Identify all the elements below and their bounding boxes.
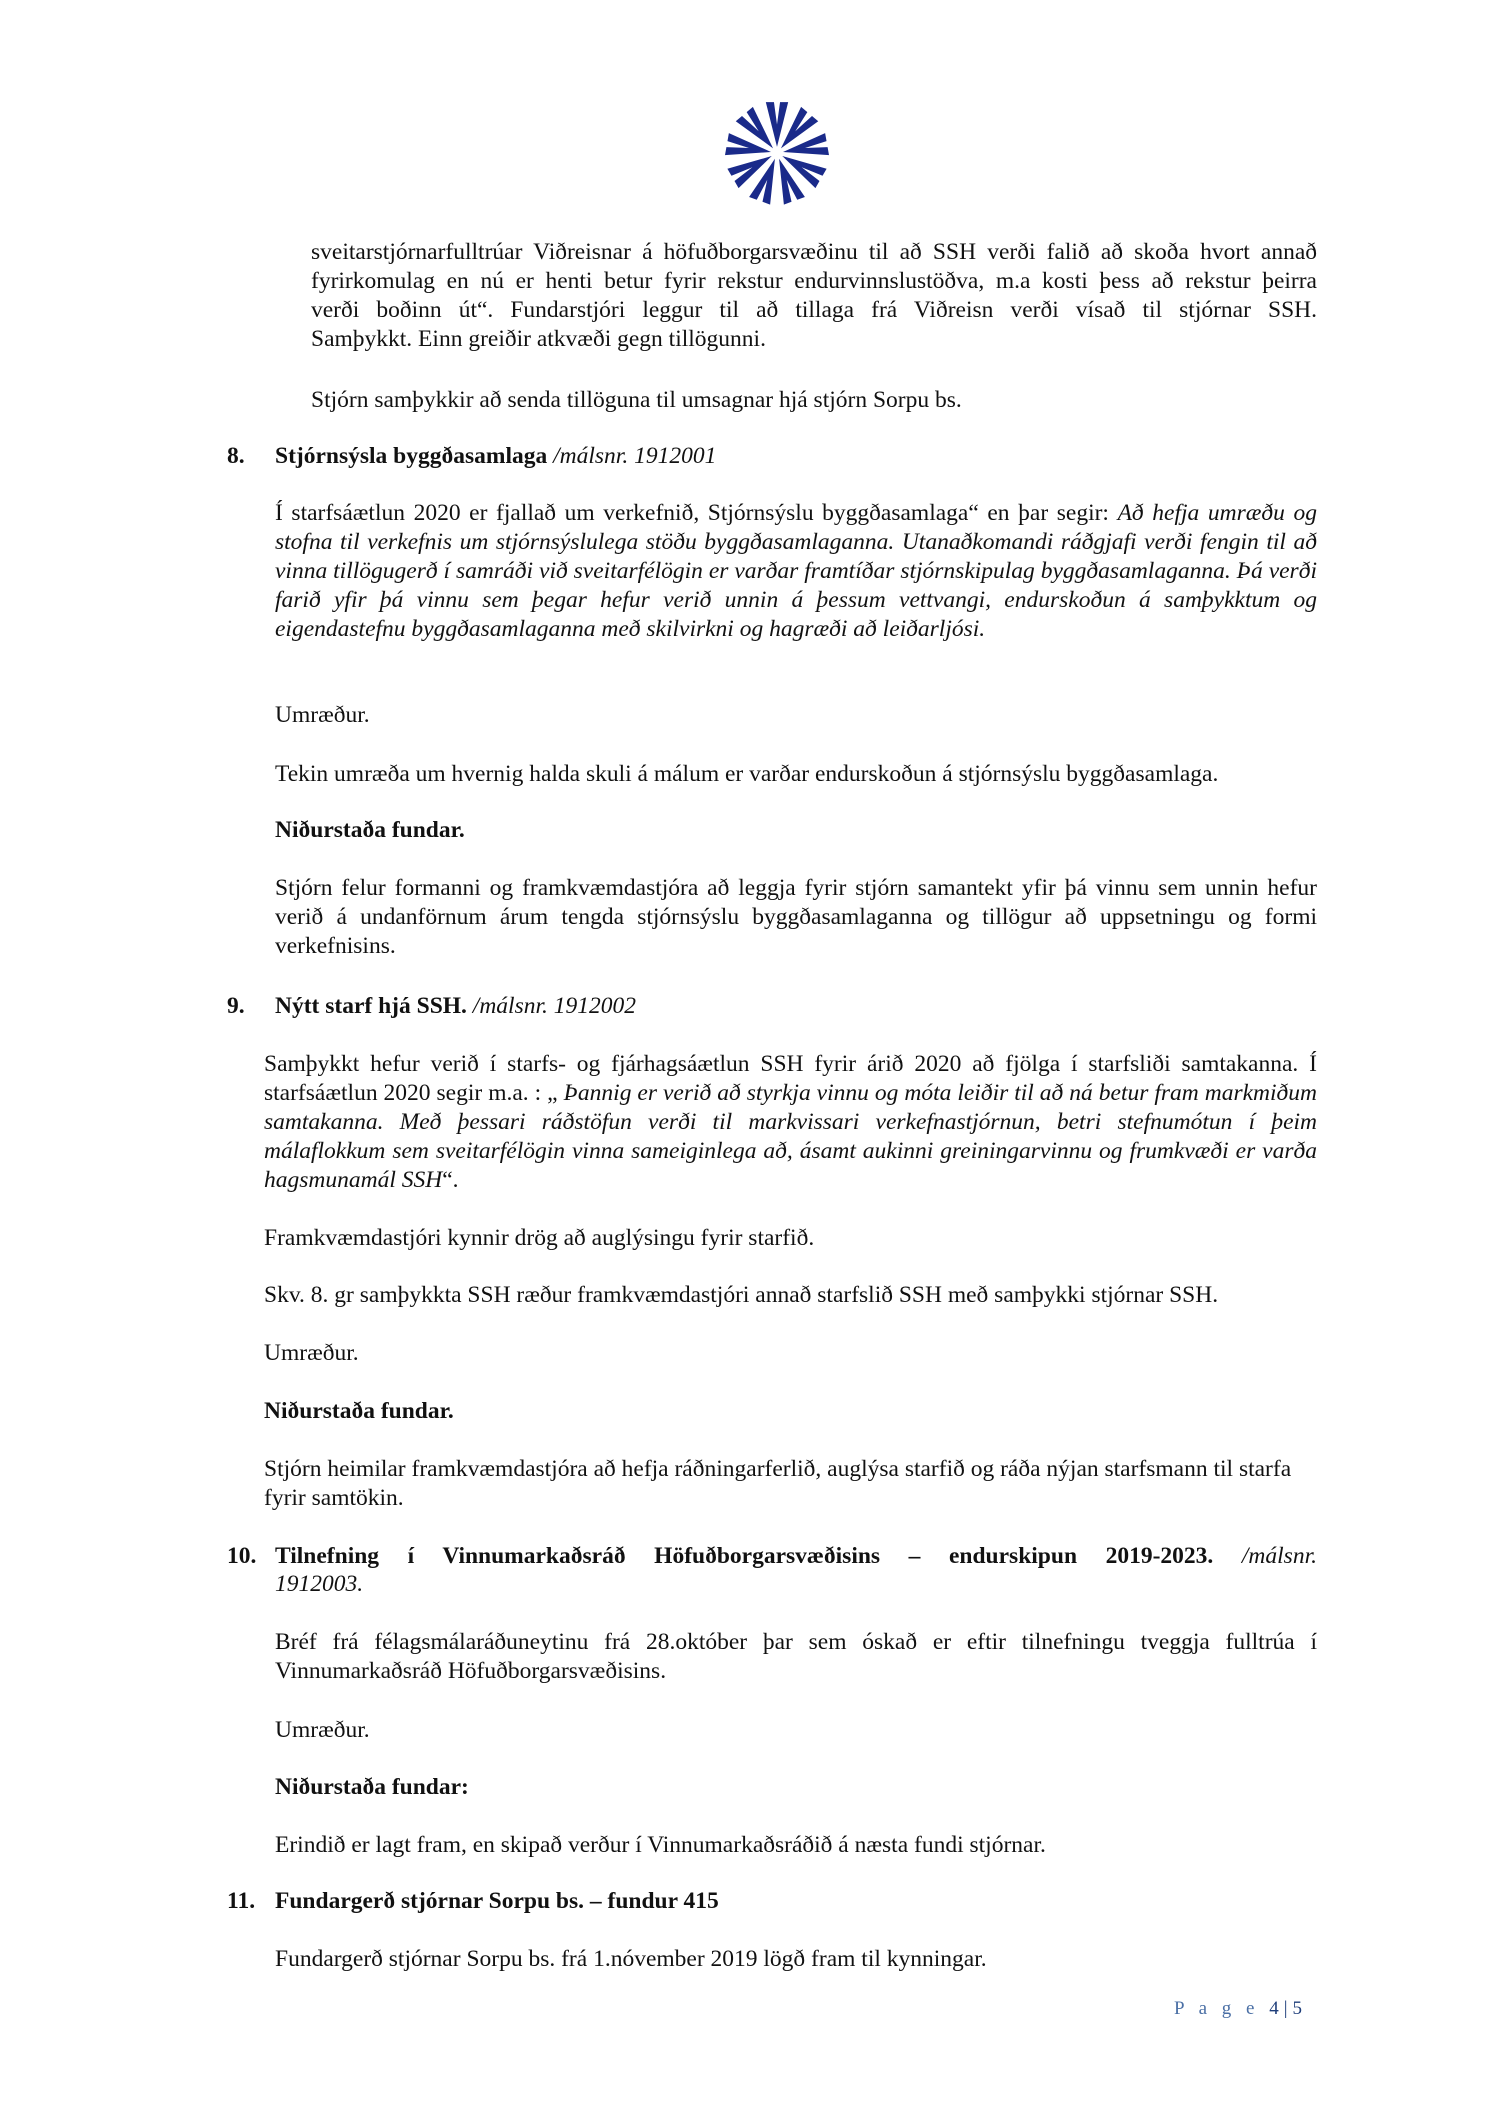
quoted-text: Að hefja umræðu og stofna til verkefnis um stjórnsýslulega stöðu byggðasamlaganna. Utanaðkomandi ráðgjafi verði fengin til að vinna tillögugerð í samráði við sveitarfélögin er varðar framtíðar stjórnskipulag byggðasamlaganna. Þá verði farið yfir þá vinnu sem þegar hefur verið unnin á þessum vettvangi, endurskoðun á samþykktum og eigendastefnu byggðasamlaganna með skilvirkni og hagræði að leiðarljósi. — [275, 500, 1318, 642]
continuation-paragraph — [311, 238, 1317, 325]
item-9-paragraph — [264, 1050, 1317, 1195]
item-8-paragraph — [275, 499, 1317, 644]
discussion-label: Umræður. — [264, 1340, 359, 1366]
paragraph-text: Skv. 8. gr samþykkta SSH ræður framkvæmdastjóri annað starfslið SSH með samþykki stjórnar SSH. — [264, 1282, 1219, 1308]
continuation-line: sveitarstjórnarfulltrúar Viðreisnar á höfuðborgarsvæðinu til að SSH verði falið að skoða hvort annað — [311, 239, 1317, 265]
item-title: Nýtt starf hjá SSH. — [275, 993, 467, 1019]
case-number: /málsnr. 1912002 — [472, 993, 637, 1019]
quote-end: “. — [442, 1167, 459, 1193]
result-text: Stjórn heimilar framkvæmdastjóra að hefja ráðningarferlið, auglýsa starfið og ráða nýjan starfsmann til starfa fyrir samtökin. — [264, 1456, 1292, 1511]
paragraph-text: Framkvæmdastjóri kynnir drög að auglýsingu fyrir starfið. — [264, 1225, 815, 1251]
item-10-heading — [227, 1542, 1317, 1571]
result-text: Stjórn felur formanni og framkvæmdastjóra að leggja fyrir stjórn samantekt yfir þá vinnu sem unnin hefur verið á undanförnum árum tengda stjórnsýslu byggðasamlaganna og tillögur að uppsetningu og formi verkefnisins. — [275, 875, 1317, 959]
page-label: P a g e — [1174, 1998, 1260, 2019]
result-label: Niðurstaða fundar. — [264, 1398, 454, 1424]
paragraph-text: Fundargerð stjórnar Sorpu bs. frá 1.nóvember 2019 lögð fram til kynningar. — [275, 1946, 987, 1972]
result-text: Erindið er lagt fram, en skipað verður í Vinnumarkaðsráðið á næsta fundi stjórnar. — [275, 1832, 1046, 1858]
continuation-line: fyrirkomulag en nú er henti betur fyrir rekstur endurvinnslustöðva, m.a kosti þess að rekstur þeirra — [311, 268, 1317, 294]
ssh-snowflake-logo — [716, 92, 838, 214]
item-title: Fundargerð stjórnar Sorpu bs. – fundur 415 — [275, 1888, 719, 1914]
paragraph-text: Bréf frá félagsmálaráðuneytinu frá 28.október þar sem óskað er eftir tilnefningu tveggja fulltrúa í Vinnumarkaðsráð Höfuðborgarsvæðisins. — [275, 1629, 1317, 1684]
discussion-label: Umræður. — [275, 1717, 370, 1743]
item-number: 11. — [227, 1888, 256, 1914]
paragraph-text: Samþykkt hefur verið í starfs- og fjárhagsáætlun SSH fyrir árið 2020 að fjölga í starfsliði samtakanna. Í starfsáætlun 2020 segir m.a. : „ — [264, 1051, 1317, 1106]
page-number: 4 — [1269, 1998, 1284, 2019]
discussion-label: Umræður. — [275, 702, 370, 728]
page-separator: | — [1283, 1998, 1293, 2019]
continuation-line: verði boðinn út“. Fundarstjóri leggur til að tillaga frá Viðreisn verði vísað til stjórnar SSH. — [311, 297, 1317, 323]
item-title: Tilnefning í Vinnumarkaðsráð Höfuðborgarsvæðisins – endurskipun 2019-2023. — [275, 1543, 1214, 1569]
continuation-decision: Stjórn samþykkir að senda tillöguna til umsagnar hjá stjórn Sorpu bs. — [311, 387, 962, 413]
case-number-continued: 1912003. — [275, 1571, 364, 1597]
continuation-last-line: Samþykkt. Einn greiðir atkvæði gegn tillögunni. — [311, 326, 766, 352]
result-label: Niðurstaða fundar. — [275, 817, 465, 843]
result-label: Niðurstaða fundar: — [275, 1774, 469, 1800]
paragraph-text: Tekin umræða um hvernig halda skuli á málum er varðar endurskoðun á stjórnsýslu byggðasamlaga. — [275, 761, 1219, 787]
page-footer — [1174, 1998, 1307, 2020]
item-number: 10. — [227, 1543, 257, 1569]
item-number: 9. — [227, 993, 245, 1019]
case-number: /málsnr. — [1241, 1543, 1317, 1569]
case-number: /málsnr. 1912001 — [553, 443, 717, 469]
item-number: 8. — [227, 443, 245, 469]
page-total: 5 — [1292, 1998, 1308, 2019]
item-title: Stjórnsýsla byggðasamlaga — [275, 443, 548, 469]
paragraph-text: Í starfsáætlun 2020 er fjallað um verkefnið, Stjórnsýslu byggðasamlaga“ en þar segir: — [275, 500, 1118, 526]
quoted-text: Þannig er verið að styrkja vinnu og móta leiðir til að ná betur fram markmiðum samtakanna. Með þessari ráðstöfun verði til markvissari verkefnastjórnun, betri stefnumótun í þeim málaflokkum sem sveitarfélögin vinna sameiginlega að, ásamt aukinni greiningarvinnu og frumkvæði er varða hagsmunamál SSH — [264, 1080, 1317, 1193]
